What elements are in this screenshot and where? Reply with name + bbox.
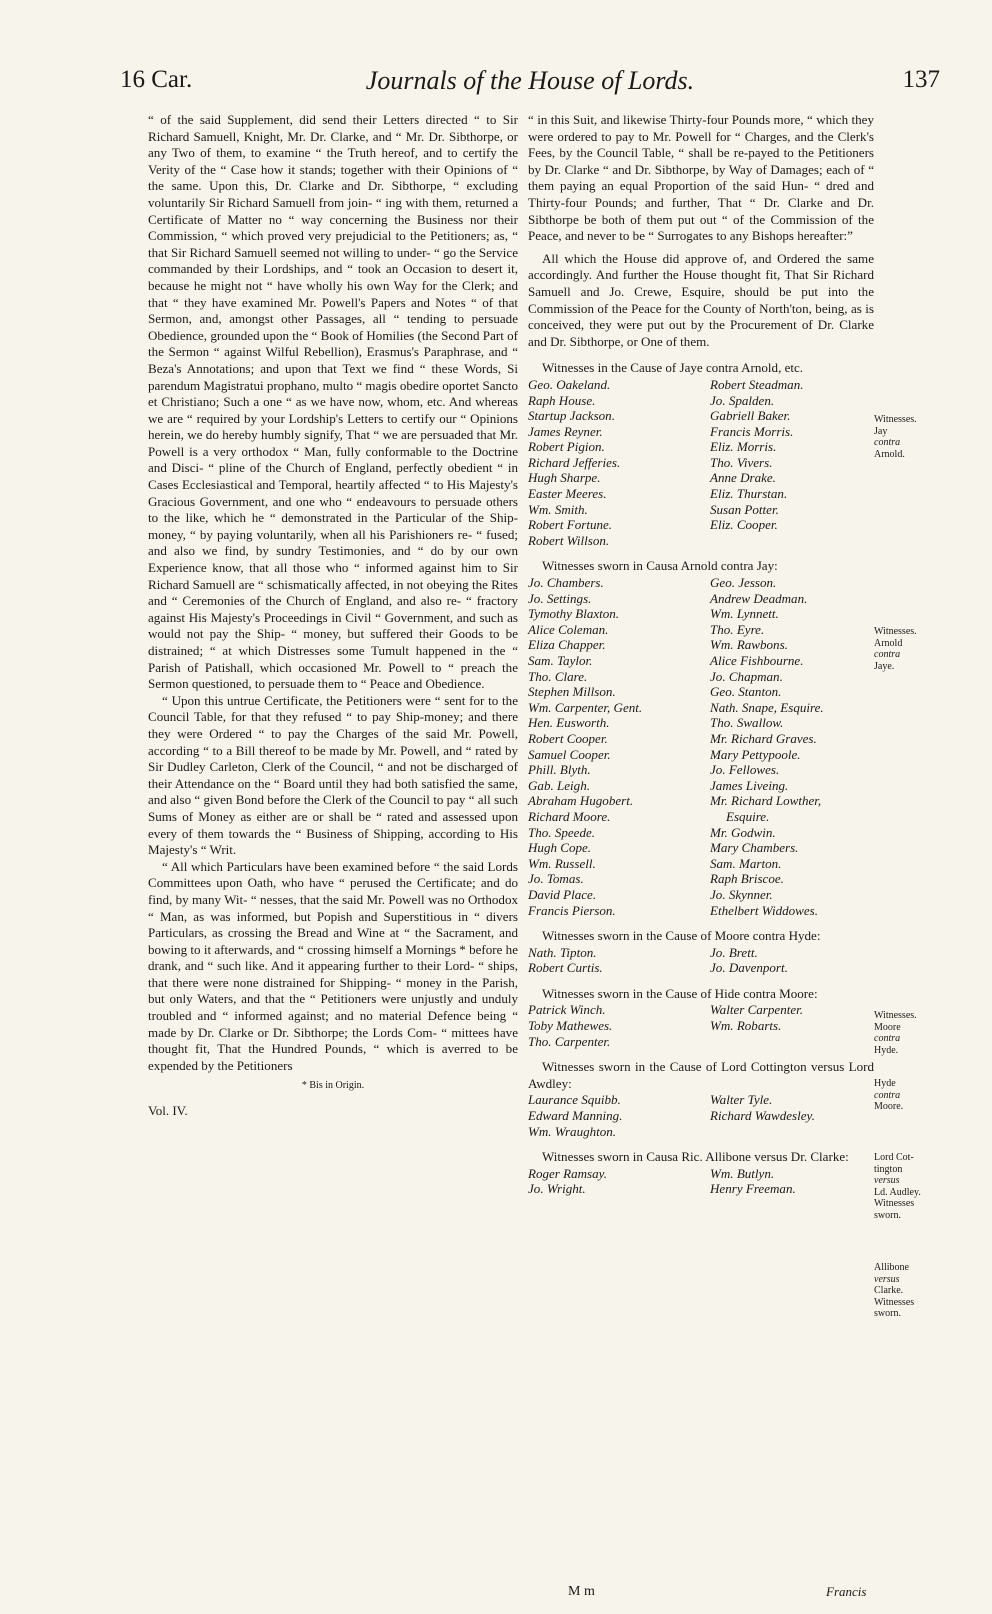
paragraph: “ Upon this untrue Certificate, the Petitioners were “ sent for to the Council Table, for that they refused “ to pay Ship-money; and there they were Ordered “ to pay the Charges of the said Mr. Powell, according “ to a Bill thereof to be made by Mr. Powell, and “ rated by Sir Dudley Carleton, Clerk of the Council, “ and not be discharged of their Attendance on the “ Board until they had both satisfied the same, and also “ given Bond before the Clerk of the Council to pay “ all such Sums of Money as either are or shall be “ rated and assessed upon every of them towards the “ Business of Shipping, according to His Majesty's “ Writ. [148, 692, 518, 858]
witness-name: Geo. Jesson. [710, 575, 777, 591]
witness-name: Wm. Carpenter, Gent. [528, 699, 643, 715]
margin-note-line: versus [874, 1273, 900, 1285]
margin-note-line: versus [874, 1175, 900, 1186]
margin-note-line: Witnesses. [874, 414, 917, 425]
margin-note-line: Witnesses [874, 1296, 915, 1308]
witness-section [528, 1149, 874, 1197]
witness-section [528, 928, 874, 976]
witness-name: Sam. Marton. [710, 855, 782, 871]
witness-name: Mr. Richard Graves. [710, 730, 817, 746]
margin-note-line: sworn. [874, 1209, 901, 1221]
margin-note-line: contra [874, 1033, 901, 1044]
witness-name: Robert Willson. [528, 532, 610, 548]
regnal-year: 16 Car. [120, 66, 193, 93]
witness-name: James Liveing. [710, 777, 789, 793]
witness-name: Nath. Snape, Esquire. [710, 699, 824, 715]
margin-note-line: Arnold [874, 637, 903, 649]
witness-name: Eliza Chapper. [528, 637, 606, 653]
witness-name: Jo. Spalden. [710, 392, 775, 408]
witness-name: Abraham Hugobert. [528, 793, 634, 809]
witness-name: Eliz. Cooper. [710, 517, 778, 533]
witness-name: Jo. Brett. [710, 944, 758, 960]
page-number: 137 [902, 66, 940, 93]
witness-heading: Witnesses sworn in Causa Arnold contra Jay: [542, 558, 778, 574]
margin-note-line: Ld. Audley. [874, 1186, 921, 1198]
margin-note-line: contra [874, 649, 901, 660]
margin-note-line: Arnold. [874, 448, 905, 460]
margin-note-line: Allibone [874, 1262, 909, 1273]
margin-note [874, 1262, 954, 1320]
margin-note-line: Lord Cot- [874, 1152, 914, 1163]
witness-name: Alice Coleman. [528, 621, 609, 637]
witness-name: Nath. Tipton. [528, 944, 597, 960]
witness-name: Mr. Richard Lowther, [710, 793, 822, 809]
witness-names [528, 1002, 874, 1049]
witness-name: Robert Fortune. [528, 517, 613, 533]
witness-name: Sam. Taylor. [528, 653, 593, 668]
witness-name: Jo. Tomas. [528, 871, 584, 887]
witness-section [528, 1059, 874, 1139]
witness-name [710, 1034, 874, 1050]
witness-name: Francis Morris. [710, 423, 794, 439]
witness-name: Anne Drake. [710, 470, 776, 486]
witness-section [528, 558, 874, 918]
witness-names [528, 1092, 874, 1139]
witness-name: Richard Wawdesley. [710, 1108, 815, 1124]
margin-note [874, 1078, 954, 1113]
right-column [528, 112, 874, 1197]
witness-names [528, 945, 874, 976]
witness-name: Esquire. [726, 808, 770, 824]
witness-name: Wm. Rawbons. [710, 637, 788, 653]
margin-note-line: tington [874, 1163, 903, 1175]
witness-name: Robert Steadman. [710, 376, 804, 392]
witness-heading: Witnesses sworn in Causa Ric. Allibone versus Dr. Clarke: [542, 1149, 849, 1165]
margin-note-line: Moore. [874, 1101, 904, 1112]
witness-name: Hugh Cope. [528, 840, 592, 856]
margin-note-line: Jaye. [874, 660, 895, 672]
witness-name: Startup Jackson. [528, 408, 615, 424]
witness-name: Tho. Clare. [528, 668, 588, 684]
margin-note-line: Witnesses. [874, 626, 917, 637]
witness-name: Tho. Vivers. [710, 454, 773, 470]
witness-name: Gab. Leigh. [528, 777, 590, 793]
witness-heading: Witnesses in the Cause of Jaye contra Arnold, etc. [542, 360, 804, 376]
witness-name: Francis Pierson. [528, 902, 616, 918]
witness-name: Jo. Settings. [528, 590, 592, 606]
witness-name: Wm. Lynnett. [710, 606, 779, 622]
witness-name: James Reyner. [528, 423, 603, 439]
paragraph: “ All which Particulars have been examined before “ the said Lords Committees upon Oath, who have “ perused the Certificate; and do find, by many Wit- “ nesses, that the said Mr. Powell was no Orthodox “ Man, as was informed, but Popish and Superstitious in “ divers Particulars, as crossing the Bread and Wine at “ the Sacrament, and bowing to it afterwards, and “ crossing himself a Mornings * before he drank, and “ such like. And it appearing further to their Lord- “ ships, that there were none distrained for Shipping- “ money in the Parish, but only Waters, and that the “ Petitioners were unjustly and unduly troubled and “ informed against; and no material Defence being “ made by Dr. Clarke or Dr. Sibthorpe; the Lords Com- “ mittees have thought fit, That the Hundred Pounds, “ which is averred to be expended by the Petitioners [148, 858, 518, 1073]
volume-mark: Vol. IV. [148, 1103, 188, 1119]
signature-mark: M m [568, 1584, 595, 1599]
witness-name: Alice Fishbourne. [710, 653, 804, 668]
witness-name: Eliz. Morris. [710, 439, 777, 455]
witness-name [710, 1124, 874, 1140]
witness-name: Walter Tyle. [710, 1092, 773, 1108]
witness-names [528, 1166, 874, 1197]
witness-name: Easter Meeres. [528, 486, 607, 502]
footnote: * Bis in Origin. [301, 1080, 365, 1092]
margin-note [874, 626, 954, 672]
witness-name: Raph Briscoe. [710, 871, 784, 887]
witness-name: Andrew Deadman. [710, 590, 808, 606]
witness-name: Ethelbert Widdowes. [710, 902, 818, 918]
witness-name: Tho. Swallow. [710, 715, 784, 731]
witness-name: Mr. Godwin. [710, 824, 776, 840]
witness-name: Roger Ramsay. [528, 1165, 607, 1181]
witness-name: Wm. Smith. [528, 501, 588, 517]
witness-name: Stephen Millson. [528, 684, 616, 700]
margin-note-line: sworn. [874, 1308, 901, 1319]
paragraph: “ of the said Supplement, did send their Letters directed “ to Sir Richard Samuell, Knight, Mr. Dr. Clarke, and “ Mr. Dr. Sibthorpe, or any Two of them, to examine “ the Truth hereof, and to certify the Verity of the “ Case how it stands; together with their Opinions of “ the same. Upon this, Dr. Clarke and Dr. Sibthorpe, “ excluding voluntarily Sir Richard Samuell from join- “ ing with them, returned a Certificate of Matter no “ way concerning the Business nor their Commission, “ which proved very prejudicial to the Petitioners; as, “ that Sir Richard Samuell seemed not willing to under- “ go the Service commanded by their Lordships, and “ took an Occasion to desert it, because he might not “ have wholly his own Way for the Clerk; and that “ they have examined Mr. Powell's Papers and Notes “ of that Sermon, and, amongst other Passages, all “ tending to persuade Obedience, grounded upon the “ Book of Homilies (the Second Part of the Sermon “ against Wilful Rebellion), Erasmus's Paraphrase, and “ Beza's Annotations; and upon that Text we find “ these Words, Si parendum Magistratui prophano, multo “ magis obedire oportet Sancto et Christiano; Such a one “ as we have now, whom, etc. And whereas we are “ required by your Lordship's Letters to certify our “ Opinions herein, we do hereby humbly signify, That “ we are persuaded that Mr. Powell is a very orthodox “ Man, fully conformable to the Doctrine and Disci- “ pline of the Church of England, perfectly obedient “ in Cases Ecclesiastical and Temporal, heartily affected “ to His Majesty's Gracious Government, and one who “ endeavours to persuade others to the like, which he “ demonstrated in the Particular of the Ship-money, “ by paying voluntarily, when all his Parishioners re- “ fused; and also we find, by sundry Testimonies, and “ do by our own Experience know, that all those who “ informed against him to Sir Richard Samuell are “ schismatically affected, in not obeying the Rites and “ Ceremonies of the Church of England, and also re- “ fractory against His Majesty's Proceedings in Civil “ Government, and such as would not pay the Ship- “ money, but suffered their Goods to be distrained; “ at which Distresses some Tumult happened in the “ Parish of Patishall, which occasioned Mr. Powell to “ preach the Sermon questioned, to persuade them to “ Peace and Obedience. [148, 112, 518, 692]
witness-names [528, 377, 874, 549]
witness-name: Tymothy Blaxton. [528, 606, 620, 622]
witness-heading: Witnesses sworn in the Cause of Lord Cottington versus Lord Awdley: [528, 1059, 874, 1091]
witness-name: Robert Cooper. [528, 730, 608, 746]
margin-note-line: contra [874, 437, 901, 448]
witness-name: Richard Moore. [528, 808, 611, 824]
witness-name: Richard Jefferies. [528, 454, 621, 470]
witness-name: Geo. Stanton. [710, 684, 782, 700]
witness-name: Hugh Sharpe. [528, 470, 601, 486]
witness-name: Jo. Chapman. [710, 668, 783, 684]
margin-note [874, 1010, 954, 1056]
witness-heading: Witnesses sworn in the Cause of Hide contra Moore: [542, 985, 818, 1001]
witness-name: Jo. Chambers. [528, 575, 604, 591]
margin-note-line: Witnesses. [874, 1010, 917, 1021]
witness-name: Geo. Oakeland. [528, 376, 611, 392]
witness-name: Robert Curtis. [528, 960, 603, 976]
witness-name: Phill. Blyth. [528, 762, 591, 778]
witness-name: Jo. Skynner. [710, 886, 773, 902]
witness-section [528, 360, 874, 548]
witness-name: Toby Mathewes. [528, 1018, 613, 1034]
witness-name: Hen. Eusworth. [528, 715, 610, 731]
witness-name: Wm. Robarts. [710, 1018, 782, 1034]
witness-name: Jo. Wright. [528, 1181, 586, 1197]
witness-name: Wm. Wraughton. [528, 1123, 617, 1139]
witness-name: Jo. Davenport. [710, 960, 788, 976]
witness-name: Jo. Fellowes. [710, 762, 780, 778]
witness-name: Wm. Russell. [528, 855, 596, 871]
margin-note-line: Jay [874, 425, 888, 437]
witness-name: Raph House. [528, 392, 596, 408]
witness-heading: Witnesses sworn in the Cause of Moore contra Hyde: [542, 928, 821, 944]
page-header [120, 66, 940, 102]
margin-note-line: Moore [874, 1021, 901, 1033]
witness-name: Eliz. Thurstan. [710, 486, 788, 502]
witness-name [710, 533, 874, 549]
catchword: Francis [826, 1584, 867, 1599]
witness-name: Robert Pigion. [528, 439, 605, 455]
witness-name: Patrick Winch. [528, 1002, 606, 1018]
witness-name: Tho. Eyre. [710, 621, 765, 637]
witness-name: Wm. Butlyn. [710, 1165, 775, 1181]
witness-name: Mary Pettypoole. [710, 746, 801, 762]
margin-note-line: contra [874, 1089, 901, 1101]
paragraph: All which the House did approve of, and Ordered the same accordingly. And further the House thought fit, That Sir Richard Samuell and Jo. Crewe, Esquire, should be put into the Commission of the Peace for the County of North'ton, being, as is conceived, they were put out by the Procurement of Dr. Clarke and Dr. Sibthorpe, or One of them. [528, 250, 874, 349]
witness-name: Laurance Squibb. [528, 1092, 621, 1108]
witness-lists [528, 360, 874, 1197]
witness-names [528, 575, 874, 918]
margin-note-line: Witnesses [874, 1198, 915, 1209]
margin-note [874, 414, 954, 460]
left-column [148, 112, 518, 1120]
witness-name: Henry Freeman. [710, 1181, 796, 1197]
margin-note-line: Hyde. [874, 1044, 899, 1056]
margin-note [874, 1152, 954, 1221]
witness-name: David Place. [528, 886, 597, 902]
paragraph: “ in this Suit, and likewise Thirty-four Pounds more, “ which they were ordered to pay to Mr. Powell for “ Charges, and the Clerk's Fees, by the Council Table, “ shall be re-payed to the Petitioners by Dr. Clarke “ and Dr. Sibthorpe, by Way of Damages; each of “ them paying an equal Proportion of the said Hun- “ dred and Thirty-four Pounds; and further, That “ Dr. Clarke and Dr. Sibthorpe be both of them put out “ of the Commission of the Peace, and never to be “ Surrogates to any Bishops hereafter:” [528, 112, 874, 244]
margin-note-line: Clarke. [874, 1285, 904, 1296]
witness-name: Tho. Speede. [528, 824, 596, 840]
witness-name: Tho. Carpenter. [528, 1033, 611, 1049]
witness-section [528, 986, 874, 1049]
running-title: Journals of the House of Lords. [365, 66, 695, 95]
witness-name: Edward Manning. [528, 1108, 623, 1124]
witness-name: Mary Chambers. [710, 840, 799, 856]
witness-name: Susan Potter. [710, 501, 779, 517]
witness-name: Walter Carpenter. [710, 1002, 804, 1018]
witness-name: Samuel Cooper. [528, 746, 611, 762]
margin-note-line: Hyde [874, 1078, 896, 1089]
witness-name: Gabriell Baker. [710, 408, 791, 424]
